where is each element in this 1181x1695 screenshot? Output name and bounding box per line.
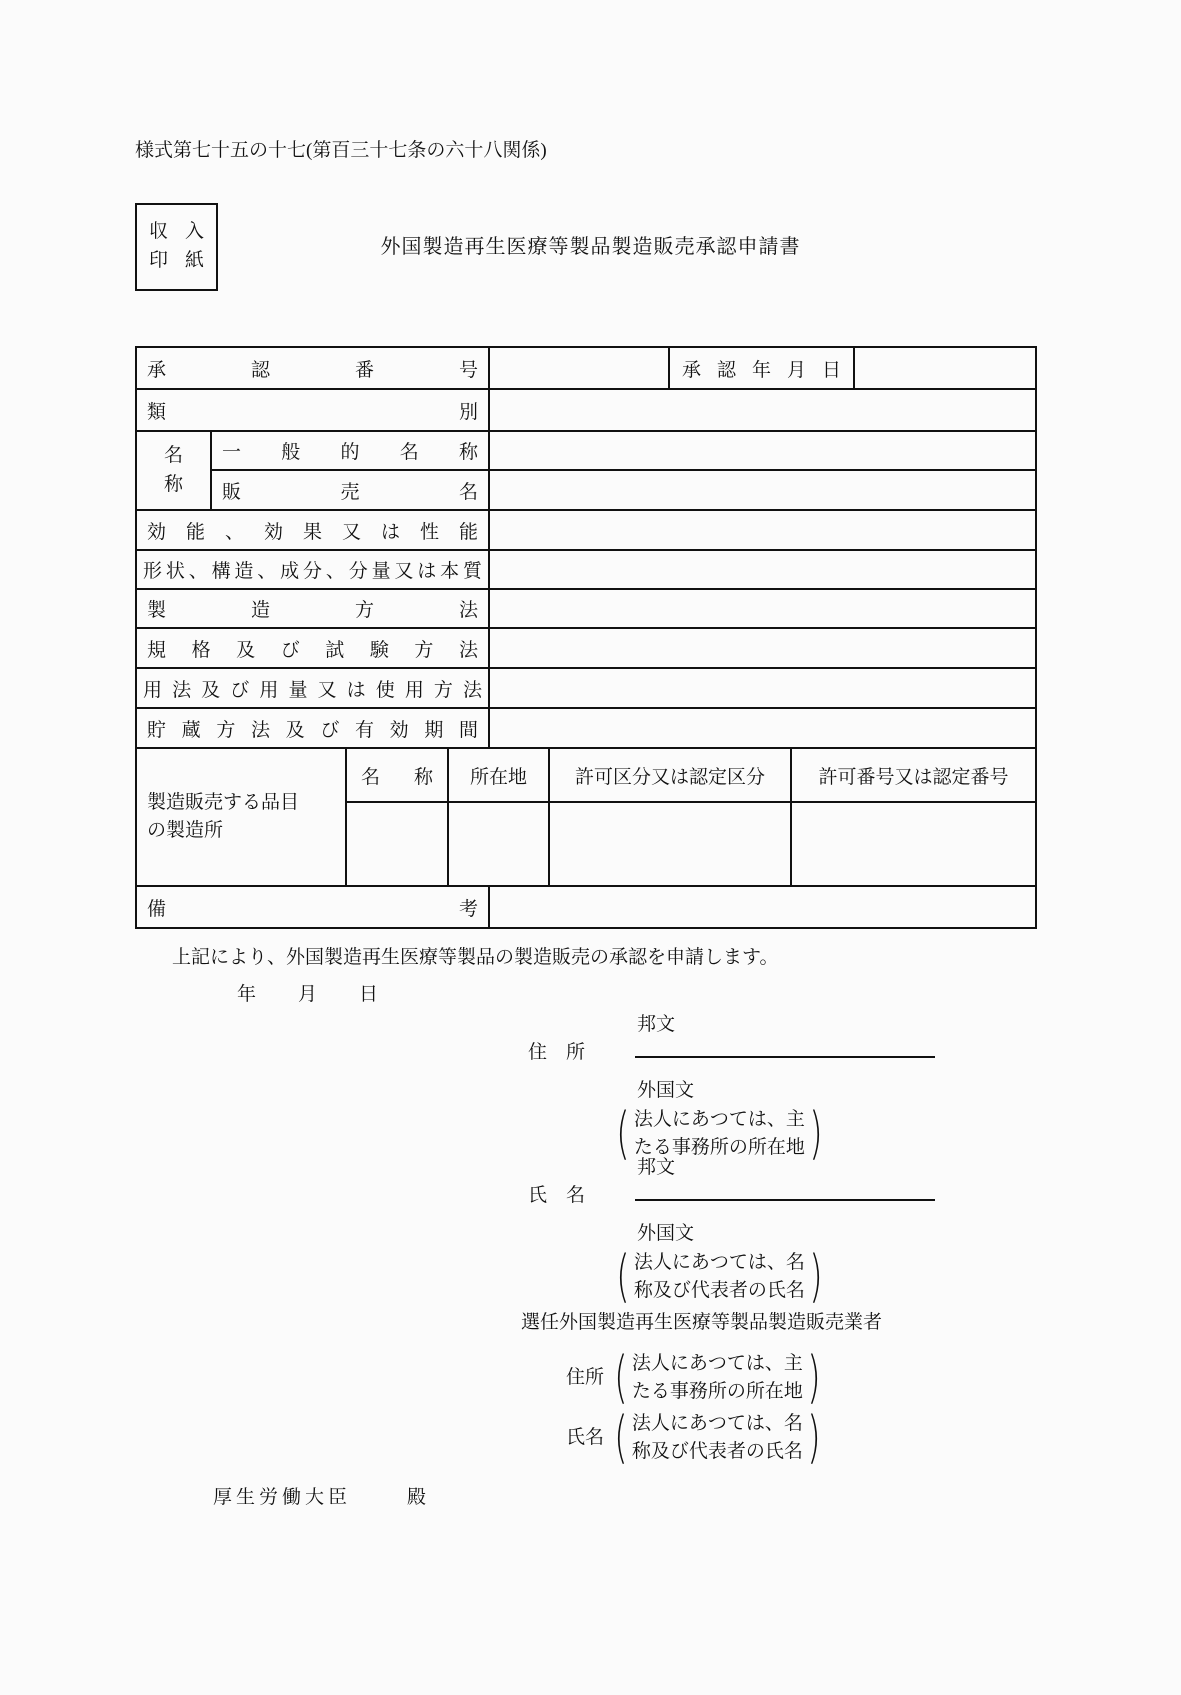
agent-address-row — [566, 1344, 825, 1410]
name-group-label: 名称 — [163, 445, 183, 495]
site-group-label-cell — [136, 748, 346, 886]
class-value-cell — [489, 389, 1036, 431]
applicant-name-label: 氏 名 — [528, 1185, 586, 1206]
open-paren-icon: ( — [616, 1100, 630, 1166]
site-location-value-cell — [448, 802, 549, 886]
approval-date-label: 承認年月日 — [669, 347, 854, 389]
close-paren-icon: ) — [809, 1243, 823, 1309]
site-group-label-line2: の製造所 — [147, 820, 224, 841]
site-license-number-value-cell — [791, 802, 1036, 886]
row-shape — [136, 550, 1036, 589]
site-license-class-value-cell — [549, 802, 791, 886]
close-paren-icon: ) — [807, 1404, 821, 1470]
close-paren-icon: ) — [809, 1100, 823, 1166]
applicant-name-underline — [635, 1199, 935, 1201]
applicant-address-underline — [635, 1056, 935, 1058]
agent-name-row — [566, 1404, 825, 1470]
row-storage — [136, 708, 1036, 748]
declaration-statement: 上記により、外国製造再生医療等製品の製造販売の承認を申請します。 — [172, 947, 779, 968]
form-title: 外国製造再生医療等製品製造販売承認申請書 — [380, 236, 801, 258]
applicant-name-note-line2: 称及び代表者の氏名 — [633, 1280, 805, 1301]
agent-heading: 選任外国製造再生医療等製品製造販売業者 — [521, 1312, 883, 1333]
minister-label: 厚生労働大臣 — [213, 1487, 352, 1508]
specs-test-value-cell — [489, 628, 1036, 668]
agent-address-note-line2: たる事務所の所在地 — [631, 1381, 803, 1402]
row-class — [136, 389, 1036, 431]
generic-name-label: 一般的名称 — [211, 431, 489, 470]
dosage-value-cell — [489, 668, 1036, 708]
site-group-label-line1: 製造販売する品目 — [147, 792, 300, 814]
agent-address-label: 住所 — [566, 1367, 605, 1389]
storage-value-cell — [489, 708, 1036, 748]
applicant-name-foreign-label: 外国文 — [637, 1223, 695, 1244]
approval-date-value-cell — [854, 347, 1036, 389]
row-specs-test — [136, 628, 1036, 668]
open-paren-icon: ( — [614, 1404, 628, 1470]
remarks-label: 備考 — [136, 886, 489, 928]
applicant-address-japanese-label: 邦文 — [637, 1014, 676, 1035]
site-license-class-label: 許可区分又は認定区分 — [549, 748, 791, 802]
site-location-label: 所在地 — [448, 748, 549, 802]
site-license-number-label: 許可番号又は認定番号 — [791, 748, 1036, 802]
row-dosage — [136, 668, 1036, 708]
form-number: 様式第七十五の十七(第百三十七条の六十八関係) — [135, 140, 547, 161]
agent-address-note-line1: 法人にあつては、主 — [631, 1353, 803, 1374]
minister-honorific: 殿 — [407, 1487, 427, 1508]
approval-form-table — [135, 346, 1037, 929]
row-manufacturing-method — [136, 589, 1036, 628]
remarks-value-cell — [489, 886, 1036, 928]
applicant-name-note — [612, 1243, 827, 1309]
open-paren-icon: ( — [614, 1344, 628, 1410]
applicant-address-label: 住 所 — [528, 1042, 586, 1063]
class-label: 類別 — [136, 389, 489, 431]
shape-label: 形状、構造、成分、分量又は本質 — [136, 550, 489, 589]
row-approval-number — [136, 347, 1036, 389]
approval-number-label: 承認番号 — [136, 347, 489, 389]
shape-value-cell — [489, 550, 1036, 589]
stamp-line-1: 収入 — [149, 221, 204, 243]
approval-number-value-cell — [489, 347, 669, 389]
date-line — [237, 982, 420, 1008]
brand-name-label: 販売名 — [211, 470, 489, 510]
stamp-line-2: 印紙 — [149, 250, 204, 271]
applicant-address-foreign-label: 外国文 — [637, 1080, 695, 1101]
applicant-address-note-line2: たる事務所の所在地 — [633, 1137, 805, 1158]
row-efficacy — [136, 510, 1036, 550]
open-paren-icon: ( — [616, 1243, 630, 1309]
name-group-label-cell — [136, 431, 211, 510]
agent-name-label: 氏名 — [566, 1427, 605, 1449]
applicant-address-note — [612, 1100, 827, 1166]
applicant-address-note-line1: 法人にあつては、主 — [633, 1109, 805, 1130]
date-day-label: 日 — [359, 984, 379, 1005]
storage-label: 貯蔵方法及び有効期間 — [136, 708, 489, 748]
efficacy-value-cell — [489, 510, 1036, 550]
applicant-name-japanese-label: 邦文 — [637, 1157, 676, 1178]
manufacturing-method-label: 製造方法 — [136, 589, 489, 628]
row-generic-name — [136, 431, 1036, 470]
minister-line — [213, 1485, 426, 1511]
row-remarks — [136, 886, 1036, 928]
date-year-label: 年 — [237, 984, 257, 1005]
efficacy-label: 効能、効果又は性能 — [136, 510, 489, 550]
date-month-label: 月 — [298, 984, 318, 1005]
applicant-name-note-line1: 法人にあつては、名 — [633, 1252, 805, 1273]
close-paren-icon: ) — [807, 1344, 821, 1410]
agent-name-note-line2: 称及び代表者の氏名 — [631, 1441, 803, 1462]
agent-name-note-line1: 法人にあつては、名 — [631, 1413, 803, 1434]
site-name-value-cell — [346, 802, 448, 886]
row-manufacturing-site-header — [136, 748, 1036, 802]
row-brand-name — [136, 470, 1036, 510]
dosage-label: 用法及び用量又は使用方法 — [136, 668, 489, 708]
manufacturing-method-value-cell — [489, 589, 1036, 628]
brand-name-value-cell — [489, 470, 1036, 510]
specs-test-label: 規格及び試験方法 — [136, 628, 489, 668]
generic-name-value-cell — [489, 431, 1036, 470]
site-name-label: 名称 — [346, 748, 448, 802]
